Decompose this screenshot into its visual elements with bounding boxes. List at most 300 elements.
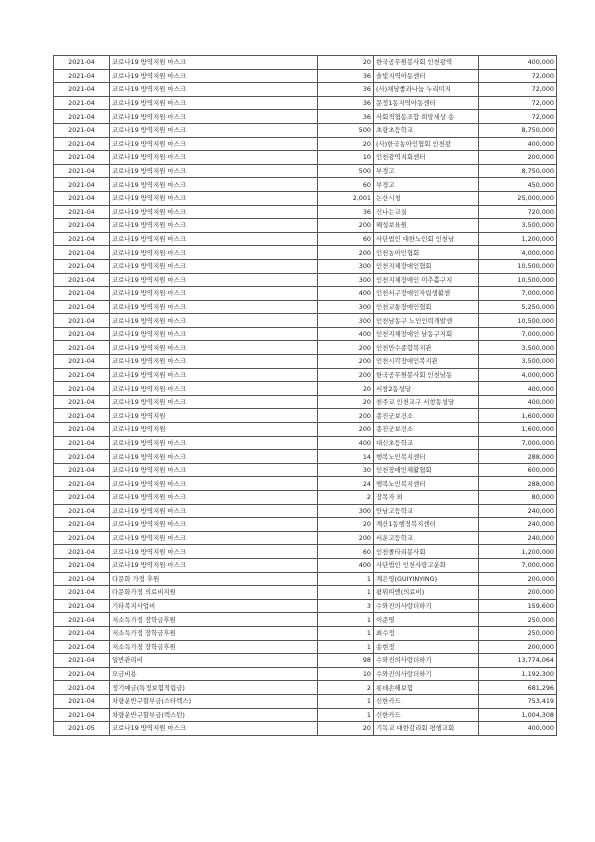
table-row [54, 409, 557, 423]
quantity-cell: 300 [318, 300, 374, 314]
date-cell: 2021-04 [54, 300, 110, 314]
date-cell: 2021-04 [54, 259, 110, 273]
recipient-cell: 계산1동행정복지센터 [374, 518, 479, 532]
item-cell: 코로나19 방역지원 마스크 [110, 450, 318, 464]
recipient-cell: 인천광역지회센터 [374, 151, 479, 165]
amount-cell: 200,000 [479, 640, 557, 654]
recipient-cell: 수와진의사랑더하기 [374, 667, 479, 681]
table-row [54, 599, 557, 613]
quantity-cell: 20 [318, 56, 374, 70]
date-cell: 2021-04 [54, 572, 110, 586]
amount-cell: 200,000 [479, 151, 557, 165]
table-row [54, 558, 557, 572]
date-cell: 2021-04 [54, 137, 110, 151]
recipient-cell: 이준영 [374, 613, 479, 627]
table-row [54, 423, 557, 437]
table-row [54, 341, 557, 355]
recipient-cell: 행복노인복지센터 [374, 450, 479, 464]
quantity-cell: 1 [318, 586, 374, 600]
item-cell: 코로나19 방역지원 [110, 423, 318, 437]
item-cell: 다문화가정 의료비지원 [110, 586, 318, 600]
amount-cell: 5,250,000 [479, 300, 557, 314]
recipient-cell: 신한카드 [374, 708, 479, 722]
amount-cell: 3,500,000 [479, 219, 557, 233]
table-row [54, 681, 557, 695]
item-cell: 다문화 가정 후원 [110, 572, 318, 586]
table-row [54, 56, 557, 70]
table-row [54, 300, 557, 314]
quantity-cell: 36 [318, 110, 374, 124]
amount-cell: 4,000,000 [479, 246, 557, 260]
item-cell: 모금비용 [110, 667, 318, 681]
quantity-cell: 200 [318, 219, 374, 233]
item-cell: 코로나19 방역지원 [110, 409, 318, 423]
quantity-cell: 300 [318, 314, 374, 328]
quantity-cell: 36 [318, 96, 374, 110]
quantity-cell: 20 [318, 137, 374, 151]
date-cell: 2021-04 [54, 450, 110, 464]
item-cell: 코로나19 방역지원 마스크 [110, 558, 318, 572]
table-row [54, 640, 557, 654]
amount-cell: 400,000 [479, 382, 557, 396]
amount-cell: 72,000 [479, 69, 557, 83]
amount-cell: 681,296 [479, 681, 557, 695]
recipient-cell: 인천지체장애인협회 [374, 259, 479, 273]
quantity-cell: 1 [318, 626, 374, 640]
table-row [54, 708, 557, 722]
item-cell: 코로나19 방역지원 마스크 [110, 123, 318, 137]
quantity-cell: 2,001 [318, 191, 374, 205]
item-cell: 코로나19 방역지원 마스크 [110, 69, 318, 83]
recipient-cell: 안남고등학교 [374, 504, 479, 518]
table-row [54, 382, 557, 396]
date-cell: 2021-04 [54, 287, 110, 301]
quantity-cell: 200 [318, 531, 374, 545]
recipient-cell: 인천남동구 노인인력개발센 [374, 314, 479, 328]
table-row [54, 504, 557, 518]
quantity-cell: 36 [318, 205, 374, 219]
quantity-cell: 10 [318, 151, 374, 165]
date-cell: 2021-04 [54, 273, 110, 287]
amount-cell: 240,000 [479, 531, 557, 545]
item-cell: 코로나19 방역지원 마스크 [110, 273, 318, 287]
amount-cell: 1,200,000 [479, 232, 557, 246]
quantity-cell: 98 [318, 654, 374, 668]
amount-cell: 72,000 [479, 83, 557, 97]
amount-cell: 400,000 [479, 56, 557, 70]
recipient-cell: 장목자 외 [374, 491, 479, 505]
item-cell: 코로나19 방역지원 마스크 [110, 314, 318, 328]
recipient-cell: 부경고 [374, 164, 479, 178]
item-cell: 코로나19 방역지원 마스크 [110, 395, 318, 409]
date-cell: 2021-04 [54, 504, 110, 518]
date-cell: 2021-04 [54, 531, 110, 545]
item-cell: 코로나19 방역지원 마스크 [110, 341, 318, 355]
recipient-cell: 서창2동성당 [374, 382, 479, 396]
recipient-cell: 부경고 [374, 178, 479, 192]
date-cell: 2021-04 [54, 246, 110, 260]
table-row [54, 572, 557, 586]
date-cell: 2021-04 [54, 654, 110, 668]
recipient-cell: 팜뮈띠엔(의료비) [374, 586, 479, 600]
quantity-cell: 300 [318, 259, 374, 273]
recipient-cell: 인천졸타리봉사회 [374, 545, 479, 559]
date-cell: 2021-04 [54, 151, 110, 165]
amount-cell: 7,000,000 [479, 327, 557, 341]
item-cell: 기타복지사업비 [110, 599, 318, 613]
amount-cell: 1,600,000 [479, 423, 557, 437]
amount-cell: 1,600,000 [479, 409, 557, 423]
item-cell: 코로나19 방역지원 마스크 [110, 382, 318, 396]
quantity-cell: 1 [318, 708, 374, 722]
recipient-cell: 천주교 인천교구 서창동성당 [374, 395, 479, 409]
table-row [54, 219, 557, 233]
amount-cell: 400,000 [479, 137, 557, 151]
date-cell: 2021-04 [54, 69, 110, 83]
recipient-cell: 수와진의사랑더하기 [374, 654, 479, 668]
table-row [54, 654, 557, 668]
item-cell: 코로나19 방역지원 마스크 [110, 722, 318, 736]
amount-cell: 240,000 [479, 518, 557, 532]
amount-cell: 10,500,000 [479, 314, 557, 328]
quantity-cell: 200 [318, 368, 374, 382]
recipient-cell: 초량초등학교 [374, 123, 479, 137]
amount-cell: 1,192,300 [479, 667, 557, 681]
amount-cell: 10,500,000 [479, 259, 557, 273]
item-cell: 코로나19 방역지원 마스크 [110, 56, 318, 70]
recipient-cell: 종진군보건소 [374, 409, 479, 423]
amount-cell: 400,000 [479, 722, 557, 736]
table-row [54, 232, 557, 246]
table-row [54, 123, 557, 137]
table-row [54, 259, 557, 273]
recipient-cell: 한국공무원봉사회 인천광역 [374, 56, 479, 70]
quantity-cell: 1 [318, 694, 374, 708]
item-cell: 일반관리비 [110, 654, 318, 668]
item-cell: 저소득가정 장학금후원 [110, 626, 318, 640]
recipient-cell: 신나는교실 [374, 205, 479, 219]
item-cell: 코로나19 방역지원 마스크 [110, 246, 318, 260]
item-cell: 코로나19 방역지원 마스크 [110, 83, 318, 97]
recipient-cell: 신한카드 [374, 694, 479, 708]
recipient-cell: 행복노인복지센터 [374, 477, 479, 491]
recipient-cell: 수와진의사랑더하기 [374, 599, 479, 613]
item-cell: 코로나19 방역지원 마스크 [110, 151, 318, 165]
recipient-cell: 인천농아인협회 [374, 246, 479, 260]
amount-cell: 7,000,000 [479, 436, 557, 450]
table-row [54, 395, 557, 409]
recipient-cell: 인천장애인체활협회 [374, 463, 479, 477]
amount-cell: 720,000 [479, 205, 557, 219]
table-row [54, 586, 557, 600]
item-cell: 코로나19 방역지원 마스크 [110, 545, 318, 559]
date-cell: 2021-04 [54, 341, 110, 355]
recipient-cell: 최수정 [374, 626, 479, 640]
recipient-cell: (사)채당좋과나눔 누리미지 [374, 83, 479, 97]
date-cell: 2021-04 [54, 368, 110, 382]
amount-cell: 400,000 [479, 395, 557, 409]
amount-cell: 450,000 [479, 178, 557, 192]
table-row [54, 613, 557, 627]
table-row [54, 518, 557, 532]
item-cell: 코로나19 방역지원 마스크 [110, 491, 318, 505]
amount-cell: 200,000 [479, 586, 557, 600]
item-cell: 정기예금(특정보험적립금) [110, 681, 318, 695]
quantity-cell: 20 [318, 382, 374, 396]
amount-cell: 13,774,064 [479, 654, 557, 668]
recipient-cell: 계은영(GUIYINYING) [374, 572, 479, 586]
date-cell: 2021-04 [54, 395, 110, 409]
quantity-cell: 30 [318, 463, 374, 477]
amount-cell: 72,000 [479, 96, 557, 110]
donation-ledger-table [53, 55, 557, 736]
item-cell: 코로나19 방역지원 마스크 [110, 164, 318, 178]
item-cell: 코로나19 방역지원 마스크 [110, 259, 318, 273]
table-row [54, 463, 557, 477]
date-cell: 2021-04 [54, 327, 110, 341]
table-row [54, 355, 557, 369]
amount-cell: 72,000 [479, 110, 557, 124]
quantity-cell: 60 [318, 545, 374, 559]
amount-cell: 7,000,000 [479, 558, 557, 572]
date-cell: 2021-04 [54, 518, 110, 532]
ledger-body [54, 56, 557, 736]
quantity-cell: 2 [318, 681, 374, 695]
recipient-cell: 인천교통장애인협회 [374, 300, 479, 314]
table-row [54, 191, 557, 205]
item-cell: 코로나19 방역지원 마스크 [110, 436, 318, 450]
table-row [54, 246, 557, 260]
table-row [54, 491, 557, 505]
table-row [54, 368, 557, 382]
date-cell: 2021-04 [54, 708, 110, 722]
amount-cell: 3,500,000 [479, 355, 557, 369]
recipient-cell: 인천지체장애인 남동구지회 [374, 327, 479, 341]
table-row [54, 436, 557, 450]
table-row [54, 151, 557, 165]
recipient-cell: 사단법인 대한노인회 인천남 [374, 232, 479, 246]
date-cell: 2021-04 [54, 423, 110, 437]
item-cell: 코로나19 방역지원 마스크 [110, 232, 318, 246]
date-cell: 2021-04 [54, 219, 110, 233]
quantity-cell: 200 [318, 423, 374, 437]
table-row [54, 450, 557, 464]
quantity-cell: 200 [318, 355, 374, 369]
item-cell: 코로나19 방역지원 마스크 [110, 504, 318, 518]
date-cell: 2021-04 [54, 56, 110, 70]
item-cell: 코로나19 방역지원 마스크 [110, 477, 318, 491]
quantity-cell: 1 [318, 640, 374, 654]
recipient-cell: 인천서구장애인자립생활센 [374, 287, 479, 301]
quantity-cell: 3 [318, 599, 374, 613]
amount-cell: 753,419 [479, 694, 557, 708]
quantity-cell: 500 [318, 164, 374, 178]
amount-cell: 3,500,000 [479, 341, 557, 355]
amount-cell: 200,000 [479, 572, 557, 586]
item-cell: 코로나19 방역지원 마스크 [110, 463, 318, 477]
item-cell: 코로나19 방역지원 마스크 [110, 287, 318, 301]
quantity-cell: 200 [318, 341, 374, 355]
table-row [54, 314, 557, 328]
date-cell: 2021-04 [54, 436, 110, 450]
quantity-cell: 400 [318, 558, 374, 572]
date-cell: 2021-04 [54, 83, 110, 97]
table-row [54, 477, 557, 491]
recipient-cell: 사회적협동조합 희망세상 송 [374, 110, 479, 124]
recipient-cell: 기독교 대한감리회 평행교회 [374, 722, 479, 736]
quantity-cell: 1 [318, 613, 374, 627]
date-cell: 2021-04 [54, 558, 110, 572]
amount-cell: 159,600 [479, 599, 557, 613]
date-cell: 2021-04 [54, 205, 110, 219]
recipient-cell: 롯데손해보험 [374, 681, 479, 695]
quantity-cell: 20 [318, 395, 374, 409]
item-cell: 차량운반구할부금(스타렉스) [110, 694, 318, 708]
date-cell: 2021-04 [54, 232, 110, 246]
quantity-cell: 14 [318, 450, 374, 464]
quantity-cell: 20 [318, 518, 374, 532]
amount-cell: 1,200,000 [479, 545, 557, 559]
recipient-cell: 서운고등학교 [374, 531, 479, 545]
recipient-cell: 인천만수종합복지관 [374, 341, 479, 355]
date-cell: 2021-04 [54, 694, 110, 708]
item-cell: 저소득가정 장학금후원 [110, 613, 318, 627]
table-row [54, 110, 557, 124]
quantity-cell: 20 [318, 722, 374, 736]
table-row [54, 545, 557, 559]
quantity-cell: 10 [318, 667, 374, 681]
quantity-cell: 400 [318, 436, 374, 450]
date-cell: 2021-04 [54, 681, 110, 695]
recipient-cell: 해성보육원 [374, 219, 479, 233]
item-cell: 코로나19 방역지원 마스크 [110, 300, 318, 314]
date-cell: 2021-04 [54, 626, 110, 640]
item-cell: 코로나19 방역지원 마스크 [110, 110, 318, 124]
item-cell: 코로나19 방역지원 마스크 [110, 368, 318, 382]
date-cell: 2021-05 [54, 722, 110, 736]
table-row [54, 287, 557, 301]
table-row [54, 83, 557, 97]
date-cell: 2021-04 [54, 96, 110, 110]
quantity-cell: 60 [318, 178, 374, 192]
amount-cell: 4,000,000 [479, 368, 557, 382]
table-row [54, 722, 557, 736]
date-cell: 2021-04 [54, 613, 110, 627]
amount-cell: 8,750,000 [479, 164, 557, 178]
table-row [54, 164, 557, 178]
table-row [54, 205, 557, 219]
amount-cell: 288,000 [479, 450, 557, 464]
item-cell: 코로나19 방역지원 마스크 [110, 518, 318, 532]
date-cell: 2021-04 [54, 123, 110, 137]
date-cell: 2021-04 [54, 667, 110, 681]
recipient-cell: 종진군보건소 [374, 423, 479, 437]
table-row [54, 178, 557, 192]
amount-cell: 8,750,000 [479, 123, 557, 137]
date-cell: 2021-04 [54, 382, 110, 396]
item-cell: 코로나19 방역지원 마스크 [110, 205, 318, 219]
table-row [54, 69, 557, 83]
quantity-cell: 200 [318, 409, 374, 423]
recipient-cell: 솔빛지역아동센터 [374, 69, 479, 83]
item-cell: 코로나19 방역지원 마스크 [110, 137, 318, 151]
recipient-cell: 문정1동지역아동센터 [374, 96, 479, 110]
quantity-cell: 1 [318, 572, 374, 586]
date-cell: 2021-04 [54, 586, 110, 600]
date-cell: 2021-04 [54, 463, 110, 477]
date-cell: 2021-04 [54, 409, 110, 423]
item-cell: 코로나19 방역지원 마스크 [110, 355, 318, 369]
amount-cell: 250,000 [479, 613, 557, 627]
date-cell: 2021-04 [54, 314, 110, 328]
amount-cell: 250,000 [479, 626, 557, 640]
recipient-cell: 인천시각장애인복지관 [374, 355, 479, 369]
quantity-cell: 36 [318, 69, 374, 83]
date-cell: 2021-04 [54, 110, 110, 124]
table-row [54, 273, 557, 287]
date-cell: 2021-04 [54, 599, 110, 613]
recipient-cell: (사)한국농아인협회 인천광 [374, 137, 479, 151]
recipient-cell: 대신초등학교 [374, 436, 479, 450]
recipient-cell: 송현정 [374, 640, 479, 654]
item-cell: 코로나19 방역지원 마스크 [110, 178, 318, 192]
amount-cell: 10,500,000 [479, 273, 557, 287]
amount-cell: 80,000 [479, 491, 557, 505]
amount-cell: 288,000 [479, 477, 557, 491]
table-row [54, 531, 557, 545]
amount-cell: 1,004,308 [479, 708, 557, 722]
quantity-cell: 60 [318, 232, 374, 246]
quantity-cell: 24 [318, 477, 374, 491]
amount-cell: 25,000,000 [479, 191, 557, 205]
item-cell: 코로나19 방역지원 마스크 [110, 96, 318, 110]
date-cell: 2021-04 [54, 164, 110, 178]
quantity-cell: 36 [318, 83, 374, 97]
table-row [54, 137, 557, 151]
table-row [54, 96, 557, 110]
item-cell: 코로나19 방역지원 마스크 [110, 191, 318, 205]
recipient-cell: 사단법인 인천사랑고운화 [374, 558, 479, 572]
date-cell: 2021-04 [54, 355, 110, 369]
recipient-cell: 인천지체장애인 미추홀구지 [374, 273, 479, 287]
quantity-cell: 400 [318, 287, 374, 301]
date-cell: 2021-04 [54, 178, 110, 192]
recipient-cell: 논산시청 [374, 191, 479, 205]
quantity-cell: 200 [318, 246, 374, 260]
quantity-cell: 300 [318, 273, 374, 287]
recipient-cell: 한국공무원봉사회 인천남동 [374, 368, 479, 382]
amount-cell: 7,000,000 [479, 287, 557, 301]
item-cell: 저소득가정 장학금후원 [110, 640, 318, 654]
quantity-cell: 500 [318, 123, 374, 137]
quantity-cell: 2 [318, 491, 374, 505]
amount-cell: 240,000 [479, 504, 557, 518]
amount-cell: 600,000 [479, 463, 557, 477]
date-cell: 2021-04 [54, 640, 110, 654]
item-cell: 차량운반구할부금(렉스턴) [110, 708, 318, 722]
item-cell: 코로나19 방역지원 마스크 [110, 327, 318, 341]
date-cell: 2021-04 [54, 477, 110, 491]
table-row [54, 694, 557, 708]
date-cell: 2021-04 [54, 491, 110, 505]
table-row [54, 626, 557, 640]
quantity-cell: 400 [318, 327, 374, 341]
item-cell: 코로나19 방역지원 마스크 [110, 219, 318, 233]
table-row [54, 667, 557, 681]
date-cell: 2021-04 [54, 191, 110, 205]
quantity-cell: 300 [318, 504, 374, 518]
table-row [54, 327, 557, 341]
